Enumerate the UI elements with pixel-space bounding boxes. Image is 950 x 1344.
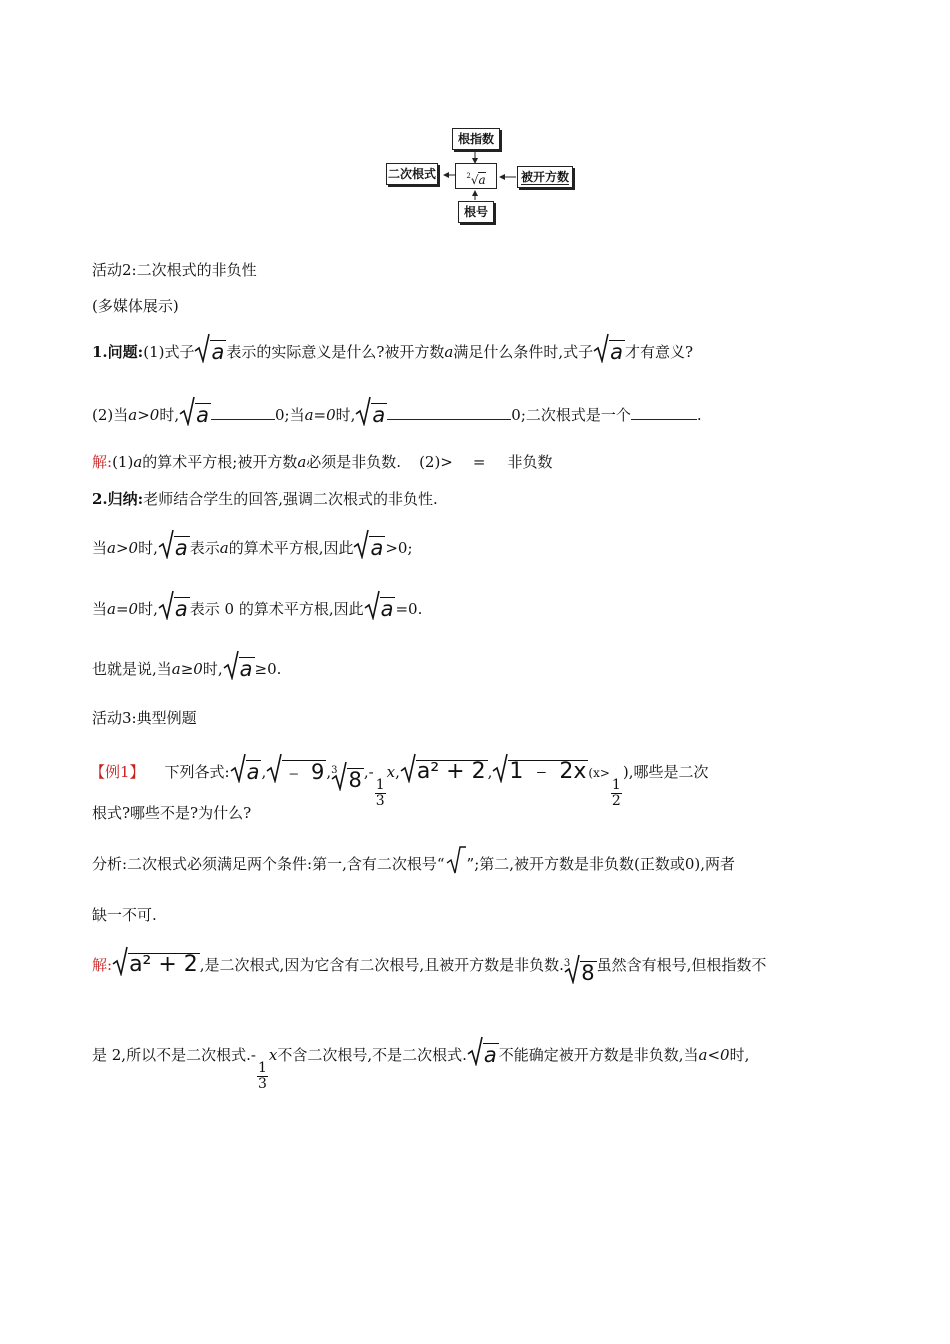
rule-line-3: [92, 650, 281, 680]
q1-text-c: 满足什么条件时,式子: [453, 343, 594, 361]
ans-f: 非负数: [507, 453, 553, 471]
sqrt-radicand: a: [174, 536, 188, 560]
activity2-title: 活动2:二次根式的非负性: [92, 261, 257, 279]
l2-d: =0.: [395, 600, 423, 618]
sqrt-a: [223, 650, 255, 680]
condition-close: ): [622, 763, 629, 781]
sqrt-1-minus-2x: [492, 753, 588, 783]
q2-text-f: .: [696, 406, 702, 424]
diagram-center-index: 2: [466, 172, 471, 180]
sqrt-radicand: a² + 2: [129, 952, 198, 977]
sqrt-radicand: a: [483, 1043, 497, 1067]
solution2-a: 是 2,所以不是二次根式.: [92, 1046, 251, 1064]
activity2-media-note: (多媒体展示): [92, 297, 179, 315]
diagram-center-radicand: a: [478, 173, 486, 187]
fraction-one-third: [375, 778, 386, 809]
sqrt-radicand: 1 ﹣ 2x: [509, 759, 587, 784]
sqrt-a: [194, 333, 226, 363]
sqrt-radicand: a: [246, 760, 260, 784]
summary-line: [92, 489, 438, 509]
l3-a: 也就是说,当: [92, 660, 172, 678]
sqrt-a: [230, 753, 262, 783]
question-1: [92, 333, 693, 363]
question-2: [92, 396, 702, 426]
sqrt-a: [353, 529, 385, 559]
blank-3[interactable]: [631, 405, 697, 420]
l3-c: ≥0.: [254, 660, 282, 678]
fraction-one-half: $\frac{1}{2}$: [611, 777, 621, 809]
q2-text-c: 0;当: [274, 406, 305, 424]
sqrt-a: [364, 590, 396, 620]
radical-sign-icon: [445, 843, 467, 875]
sqrt-a2-plus-2: [400, 753, 488, 783]
l3-cond: a≥0: [171, 660, 203, 678]
l1-e: >0;: [385, 539, 413, 557]
solution-b: 虽然含有根号,但根指数不: [596, 956, 767, 974]
sum-label: 归纳:: [107, 490, 144, 508]
sqrt-a: [158, 529, 190, 559]
example-line-2: 根式?哪些不是?为什么?: [92, 804, 252, 822]
ans-b: 的算术平方根;被开方数: [142, 453, 298, 471]
ans-var-2: a: [297, 453, 307, 471]
sqrt-neg9: [266, 753, 326, 783]
sqrt-radicand: 8: [348, 768, 362, 792]
var-x: x: [268, 1046, 278, 1064]
l1-b: 时,: [138, 539, 158, 557]
diagram-quadratic-radical-box: 二次根式: [386, 163, 438, 185]
sqrt-radicand: a: [239, 657, 253, 681]
sum-text: 老师结合学生的回答,强调二次根式的非负性.: [143, 490, 438, 508]
answer-label: 解:: [92, 453, 113, 471]
analysis-b: ”;第二,被开方数是非负数(正数或0),两者: [466, 855, 736, 873]
l1-a: 当: [92, 539, 108, 557]
l2-b: 时,: [138, 600, 158, 618]
l1-var: a: [219, 539, 229, 557]
l1-d: 的算术平方根,因此: [228, 539, 354, 557]
q1-text-a: (1)式子: [143, 343, 195, 361]
diagram-radical-sign-box: 根号: [458, 201, 494, 223]
fraction-one-third: [257, 1061, 268, 1092]
sqrt-radicand: a: [370, 536, 384, 560]
sum-num: 2.: [92, 490, 108, 508]
condition-open: (x>: [588, 766, 610, 780]
sqrt-a: [467, 1036, 499, 1066]
diagram-center-box: $^2$√a: [455, 163, 497, 189]
diagram-radicand-box: [517, 166, 573, 188]
q1-var: a: [444, 343, 454, 361]
var-x: x: [386, 763, 396, 781]
example-label: 【例1】: [90, 763, 145, 781]
sqrt-a: [158, 590, 190, 620]
solution-label: 解:: [92, 956, 113, 974]
l1-cond: a>0: [107, 539, 139, 557]
q1-text-b: 表示的实际意义是什么?被开方数: [226, 343, 445, 361]
sqrt-a2-plus-2: [112, 946, 200, 976]
diagram-root-index-box: 根指数: [452, 128, 500, 150]
blank-1[interactable]: [211, 405, 275, 420]
solution2-b: 不含二次根号,不是二次根式.: [277, 1046, 467, 1064]
q2-cond2: a=0: [304, 406, 336, 424]
ans-var: a: [133, 453, 143, 471]
minus-sign: -: [368, 763, 374, 781]
rule-line-1: [92, 529, 413, 559]
l3-b: 时,: [202, 660, 223, 678]
example-intro: 下列各式:: [164, 763, 230, 781]
sqrt-a: [593, 333, 625, 363]
cbrt-8: [564, 954, 597, 984]
analysis-line-2: 缺一不可.: [92, 906, 157, 924]
sqrt-radicand: a: [372, 403, 386, 427]
example-1: 【例1】 下列各式: a , ﹣ 9 , 3 8 ,- $\frac{1}{3}$ x, a² + 2 , 1 ﹣ 2x (x> $\frac{1}{2}$ ),哪些是二次: [90, 753, 708, 809]
sqrt-radicand: 8: [581, 961, 595, 985]
q2-text-d: 时,: [335, 406, 356, 424]
frac-den: 3: [375, 793, 385, 809]
sqrt-a: [179, 396, 211, 426]
analysis-line: [92, 843, 735, 875]
sqrt-radicand: a: [610, 340, 623, 364]
q-num: 1.: [92, 343, 108, 361]
q2-cond1: a>0: [128, 406, 160, 424]
sqrt-radicand: a² + 2: [416, 759, 486, 784]
minus-sign: -: [250, 1046, 256, 1064]
solution-a: ,是二次根式,因为它含有二次根号,且被开方数是非负数.: [199, 956, 564, 974]
sqrt-radicand: a: [196, 403, 209, 427]
solution-line-1: [92, 946, 766, 984]
solution2-d: 时,: [729, 1046, 750, 1064]
q-label: 问题:: [107, 343, 144, 361]
ans-e: =: [472, 453, 486, 471]
rule-line-2: [92, 590, 422, 620]
frac-den: 3: [257, 1076, 267, 1092]
cbrt-8: [331, 761, 364, 791]
ans-c: 必须是非负数.: [306, 453, 402, 471]
sqrt-radicand: a: [211, 340, 225, 364]
activity3-title: 活动3:典型例题: [92, 709, 197, 727]
blank-2[interactable]: [387, 405, 511, 420]
frac-num: 1: [375, 777, 385, 793]
root-index: 3: [563, 958, 571, 969]
l2-c: 表示 0 的算术平方根,因此: [189, 600, 364, 618]
answer-line: [92, 452, 552, 472]
solution2-cond: a<0: [698, 1046, 730, 1064]
root-index: 3: [331, 765, 338, 776]
example-tail: ,哪些是二次: [628, 763, 709, 781]
sqrt-radicand: a: [380, 597, 394, 621]
q2-text-e: 0;二次根式是一个: [511, 406, 631, 424]
frac-num: 1: [257, 1060, 267, 1076]
solution2-c: 不能确定被开方数是非负数,当: [498, 1046, 699, 1064]
solution-line-2: [92, 1036, 749, 1092]
l2-cond: a=0: [107, 600, 139, 618]
diagram-radicand-label: 被开方数: [520, 170, 569, 184]
ans-d: (2)>: [419, 453, 453, 471]
analysis-a: 分析:二次根式必须满足两个条件:第一,含有二次根号“: [92, 855, 445, 873]
ans-a: (1): [112, 453, 134, 471]
q2-text-b: 时,: [159, 406, 180, 424]
q1-text-d: 才有意义?: [625, 343, 694, 361]
l2-a: 当: [92, 600, 108, 618]
q2-text-a: (2)当: [92, 406, 129, 424]
sqrt-radicand: a: [174, 597, 188, 621]
l1-c: 表示: [189, 539, 220, 557]
sqrt-radicand: ﹣ 9: [283, 760, 325, 784]
sqrt-a: [355, 396, 387, 426]
